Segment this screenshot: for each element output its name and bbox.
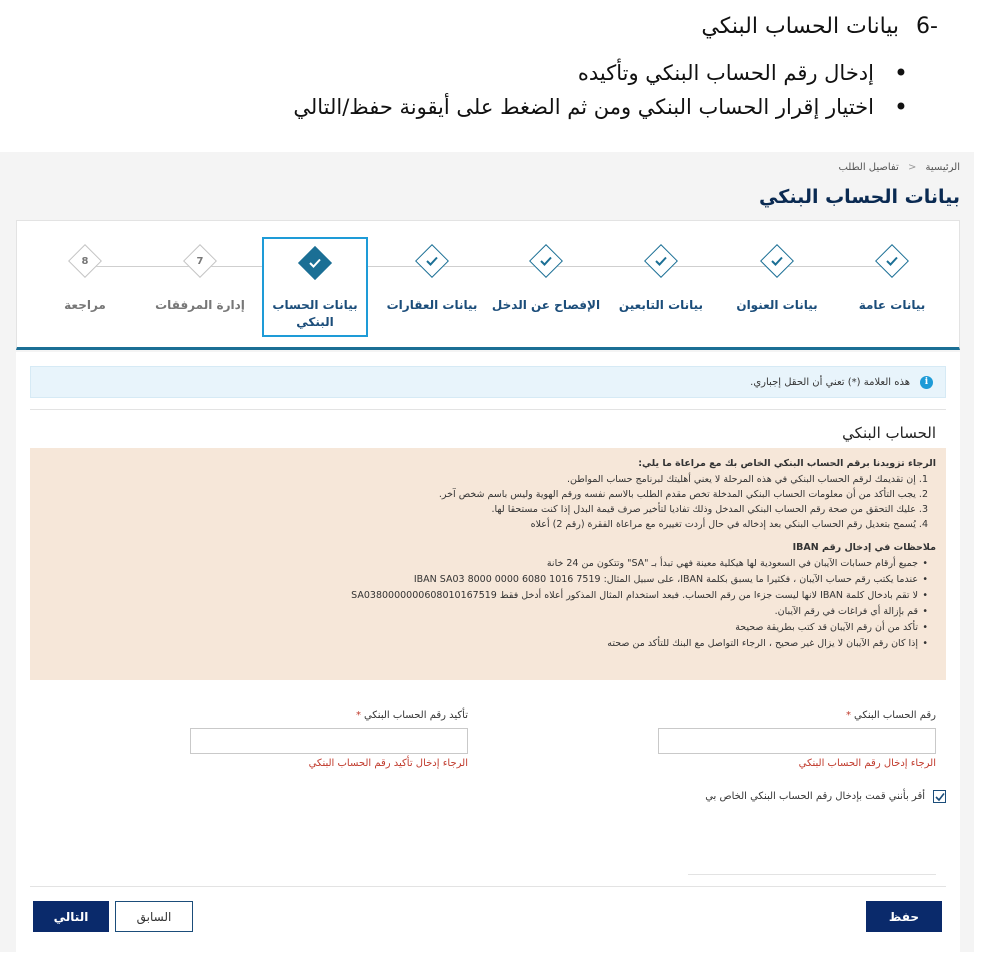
step-income-disclosure[interactable] bbox=[491, 221, 601, 349]
step-marker bbox=[183, 244, 217, 278]
step-marker bbox=[644, 244, 678, 278]
step-label: بيانات العقارات bbox=[386, 298, 478, 312]
check-icon bbox=[655, 256, 667, 266]
confirm-account-number-error: الرجاء إدخال تأكيد رقم الحساب البنكي bbox=[308, 758, 468, 769]
iban-notes-heading: ملاحظات في إدخال رقم IBAN bbox=[792, 542, 936, 553]
doc-heading bbox=[701, 14, 938, 39]
required-info-bar bbox=[30, 366, 946, 398]
bank-account-consent[interactable] bbox=[705, 790, 946, 803]
iban-notes-list bbox=[42, 556, 936, 652]
divider bbox=[688, 874, 936, 875]
page-title: بيانات الحساب البنكي bbox=[759, 186, 960, 208]
account-number-error: الرجاء إدخال رقم الحساب البنكي bbox=[798, 758, 936, 769]
check-icon bbox=[935, 792, 945, 802]
step-number: 7 bbox=[196, 255, 204, 267]
wizard-stepper bbox=[16, 220, 960, 350]
notice-list bbox=[42, 472, 936, 532]
step-dependents[interactable] bbox=[606, 221, 716, 349]
iban-note-item: • لا تقم بادخال كلمة IBAN لانها ليست جزءا من رقم الحساب. فبعد استخدام المثال المذكور أعلاه أدخل فقط SA0380000000608010167519 bbox=[42, 588, 928, 604]
check-icon bbox=[540, 256, 552, 266]
check-icon bbox=[426, 256, 438, 266]
notice-heading: الرجاء تزويدنا برقم الحساب البنكي الخاص بك مع مراعاة ما يلي: bbox=[638, 458, 936, 469]
confirm-account-number-input[interactable] bbox=[190, 728, 468, 754]
step-label: مراجعة bbox=[64, 298, 106, 312]
breadcrumb-home[interactable]: الرئيسية bbox=[925, 162, 960, 173]
notice-item: 3. عليك التحقق من صحة رقم الحساب البنكي المدخل وذلك تفاديا لتأخير صرف قيمة البدل إذا كنت مستحقا لها. bbox=[491, 504, 928, 515]
step-marker bbox=[298, 246, 332, 280]
account-number-label bbox=[846, 710, 936, 721]
check-icon bbox=[309, 258, 321, 268]
consent-checkbox[interactable] bbox=[933, 790, 946, 803]
breadcrumb bbox=[838, 162, 960, 173]
confirm-account-number-label bbox=[356, 710, 468, 721]
step-label: بيانات الحساب البنكي bbox=[272, 298, 358, 329]
info-icon: i bbox=[920, 376, 933, 389]
confirm-account-number-label-text: تأكيد رقم الحساب البنكي bbox=[363, 710, 468, 721]
iban-note-item: • قم بإزالة أي فراغات في رقم الآيبان. bbox=[42, 604, 928, 620]
section-title: الحساب البنكي bbox=[842, 424, 936, 442]
step-marker bbox=[68, 244, 102, 278]
step-address[interactable] bbox=[722, 221, 832, 349]
breadcrumb-separator: < bbox=[907, 162, 917, 173]
info-text: هذه العلامة (*) تعني أن الحقل إجباري. bbox=[750, 376, 910, 388]
doc-bullet: • اختيار إقرار الحساب البنكي ومن ثم الضغط على أيقونة حفظ/التالي bbox=[293, 90, 908, 124]
account-number-label-text: رقم الحساب البنكي bbox=[853, 710, 936, 721]
breadcrumb-current: تفاصيل الطلب bbox=[838, 162, 899, 173]
check-icon bbox=[771, 256, 783, 266]
step-label: الإفصاح عن الدخل bbox=[491, 298, 601, 312]
step-label: إدارة المرفقات bbox=[155, 298, 245, 312]
divider bbox=[30, 409, 946, 410]
consent-label: أقر بأنني قمت بإدخال رقم الحساب البنكي الخاص بي bbox=[705, 791, 925, 802]
doc-step-number: -6 bbox=[916, 14, 938, 39]
doc-bullets bbox=[293, 56, 908, 124]
step-number: 8 bbox=[81, 255, 89, 267]
step-bank-account[interactable] bbox=[262, 237, 368, 337]
step-label: بيانات التابعين bbox=[618, 298, 704, 312]
iban-note-item: • تأكد من أن رقم الآيبان قد كتب بطريقة صحيحة bbox=[42, 620, 928, 636]
step-marker bbox=[529, 244, 563, 278]
form-content bbox=[16, 352, 960, 952]
iban-note-item: • إذا كان رقم الآيبان لا يزال غير صحيح ، الرجاء التواصل مع البنك للتأكد من صحته bbox=[42, 636, 928, 652]
previous-button[interactable]: السابق bbox=[115, 901, 193, 932]
step-marker bbox=[760, 244, 794, 278]
step-marker bbox=[875, 244, 909, 278]
check-icon bbox=[886, 256, 898, 266]
step-marker bbox=[415, 244, 449, 278]
notice-item: 4. يُسمح بتعديل رقم الحساب البنكي بعد إدخاله في حال أردت تغييره مع مراعاة الفقرة (رقم 2) أعلاه bbox=[530, 519, 928, 530]
step-general-info[interactable] bbox=[837, 221, 947, 349]
notice-item: 1. إن تقديمك لرقم الحساب البنكي في هذه المرحلة لا يعني أهليتك لبرنامج حساب المواطن. bbox=[566, 474, 928, 485]
account-number-input[interactable] bbox=[658, 728, 936, 754]
doc-bullet: • إدخال رقم الحساب البنكي وتأكيده bbox=[293, 56, 908, 90]
required-mark: * bbox=[355, 710, 361, 721]
iban-note-item: • عندما يكتب رقم حساب الآيبان ، فكثيرا ما يسبق بكلمة IBAN، على سبيل المثال: IBAN SA03 8000 0000 6080 1016 7519 bbox=[42, 572, 928, 588]
save-button[interactable]: حفظ bbox=[866, 901, 942, 932]
step-attachments[interactable] bbox=[145, 221, 255, 349]
iban-note-item: • جميع أرقام حسابات الآيبان في السعودية لها هيكلية معينة فهي تبدأ بـ "SA" وتتكون من 24 خانة bbox=[42, 556, 928, 572]
step-label: بيانات العنوان bbox=[736, 298, 818, 312]
notice-item: 2. يجب التأكد من أن معلومات الحساب البنكي المدخلة تخص مقدم الطلب بالاسم نفسه ورقم الهوية وليس باسم شخص آخر. bbox=[438, 489, 928, 500]
step-real-estate[interactable] bbox=[377, 221, 487, 349]
app-screen bbox=[0, 152, 974, 952]
doc-heading-text: بيانات الحساب البنكي bbox=[701, 14, 900, 39]
required-mark: * bbox=[845, 710, 851, 721]
next-button[interactable]: التالي bbox=[33, 901, 109, 932]
bank-account-notice bbox=[30, 448, 946, 680]
divider bbox=[30, 886, 946, 887]
step-review[interactable] bbox=[30, 221, 140, 349]
step-label: بيانات عامة bbox=[858, 298, 926, 312]
